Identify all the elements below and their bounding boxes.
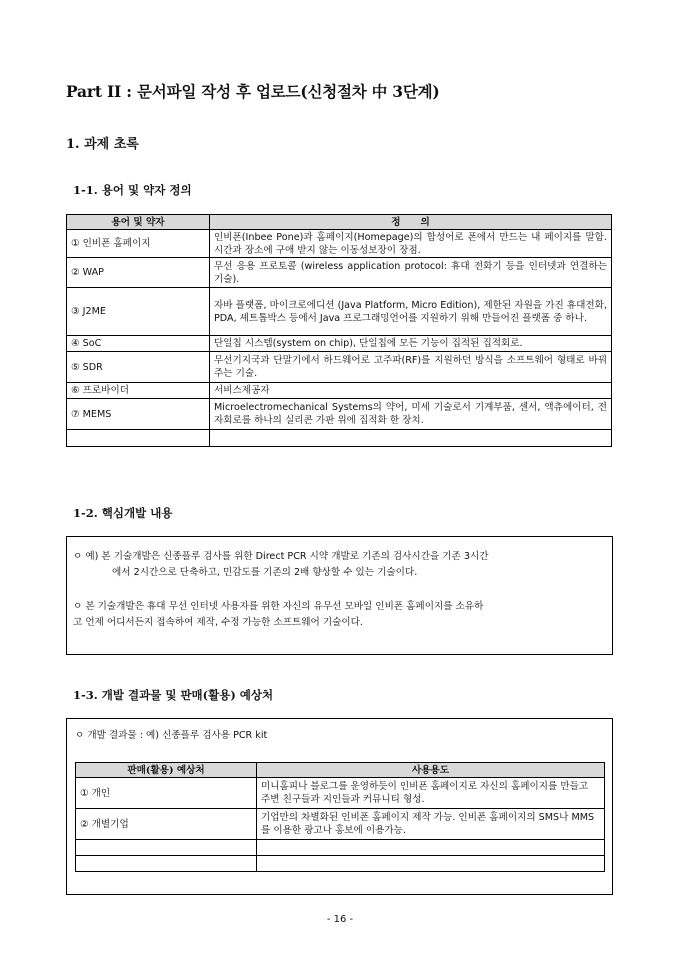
term-cell: ④ SoC (67, 336, 210, 352)
definition-cell: 인비폰(Inbee Pone)과 홈페이지(Homepage)의 합성어로 폰에서 만드는 내 페이지를 말함. 시간과 장소에 구애 받지 않는 이동성보장이 장점. (210, 230, 612, 258)
table-header-row (76, 763, 605, 778)
header-definition: 정 의 (210, 215, 612, 230)
example-line-1: ㅇ 예) 본 기술개발은 신종플루 검사를 위한 Direct PCR 시약 개발로 기존의 검사시간을 기존 3시간 (73, 551, 489, 562)
body-line-2: 고 언제 어디서든지 접속하여 제작, 수정 가능한 소프트웨어 기술이다. (73, 617, 363, 628)
target-cell: ② 개별기업 (76, 809, 257, 840)
table-row (76, 856, 605, 872)
term-cell: ① 인비폰 홈페이지 (67, 230, 210, 258)
term-cell: ⑥ 프로바이더 (67, 383, 210, 399)
term-cell: ③ J2ME (67, 288, 210, 336)
table-row (67, 430, 612, 447)
use-cell: 미니홈피나 블로그를 운영하듯이 인비폰 홈페이지로 자신의 홈페이지를 만들고 주변 친구들과 지인들과 커뮤니티 형성. (257, 778, 605, 809)
header-term: 용어 및 약자 (67, 215, 210, 230)
table-row (67, 383, 612, 399)
part-title: Part II : 문서파일 작성 후 업로드(신청절차 中 3단계) (66, 82, 440, 101)
body-line-1: ㅇ 본 기술개발은 휴대 무선 인터넷 사용자를 위한 자신의 유무선 모바일 인비폰 홈페이지를 소유하 (73, 601, 484, 612)
definition-cell: 자바 플랫폼, 마이크로에디션 (Java Platform, Micro Edition), 제한된 자원을 가진 휴대전화, PDA, 셰트톱박스 등에서 Java 프로그래밍언어를 지원하기 위해 만들어진 플랫폼 중 하나. (210, 288, 612, 336)
terms-subtitle: 1-1. 용어 및 약자 정의 (73, 183, 192, 197)
definition-cell: 무선 응용 프로토콜 (wireless application protocol: 휴대 전화기 등을 인터넷과 연결하는 기술). (210, 258, 612, 288)
table-row (67, 230, 612, 258)
term-cell: ② WAP (67, 258, 210, 288)
table-row (67, 336, 612, 352)
definition-cell: Microelectromechanical Systems의 약어, 미세 기술로서 기계부품, 센서, 액츄에이터, 전자회로를 하나의 실리콘 가판 위에 집적화 한 장치. (210, 399, 612, 430)
term-cell: ⑤ SDR (67, 352, 210, 383)
definition-cell: 서비스제공자 (210, 383, 612, 399)
term-cell (67, 430, 210, 447)
page-number: - 16 - (326, 914, 354, 925)
use-cell (257, 840, 605, 856)
table-row (76, 778, 605, 809)
definition-cell: 무선기지국과 단말기에서 하드웨어로 고주파(RF)를 지원하던 방식을 소프트웨어 형태로 바꿔주는 기술. (210, 352, 612, 383)
sales-table (75, 762, 605, 872)
table-row (76, 840, 605, 856)
header-target: 판매(활용) 예상처 (76, 763, 257, 778)
table-row (76, 809, 605, 840)
section-title: 1. 과제 초록 (66, 137, 139, 152)
example-line-2: 에서 2시간으로 단축하고, 민감도를 기존의 2배 향상할 수 있는 기술이다. (112, 567, 418, 578)
definition-cell: 단일칩 시스템(system on chip), 단일칩에 모든 기능이 집적된 집적회로. (210, 336, 612, 352)
table-row (67, 352, 612, 383)
table-row (67, 399, 612, 430)
result-line: ㅇ 개발 결과물 : 예) 신종플루 검사용 PCR kit (75, 730, 268, 741)
table-row (67, 288, 612, 336)
target-cell (76, 840, 257, 856)
use-cell: 기업만의 차별화된 인비폰 홈페이지 제작 가능. 인비폰 홈페이지의 SMS나 MMS를 이용한 광고나 홍보에 이용가능. (257, 809, 605, 840)
target-cell: ① 개인 (76, 778, 257, 809)
core-subtitle: 1-2. 핵심개발 내용 (73, 506, 173, 520)
header-use: 사용용도 (257, 763, 605, 778)
table-header-row (67, 215, 612, 230)
use-cell (257, 856, 605, 872)
definition-cell (210, 430, 612, 447)
terms-table (66, 214, 612, 447)
core-content-box (66, 536, 613, 655)
table-row (67, 258, 612, 288)
results-subtitle: 1-3. 개발 결과물 및 판매(활용) 예상처 (73, 688, 274, 702)
term-cell: ⑦ MEMS (67, 399, 210, 430)
target-cell (76, 856, 257, 872)
results-box (66, 718, 613, 895)
